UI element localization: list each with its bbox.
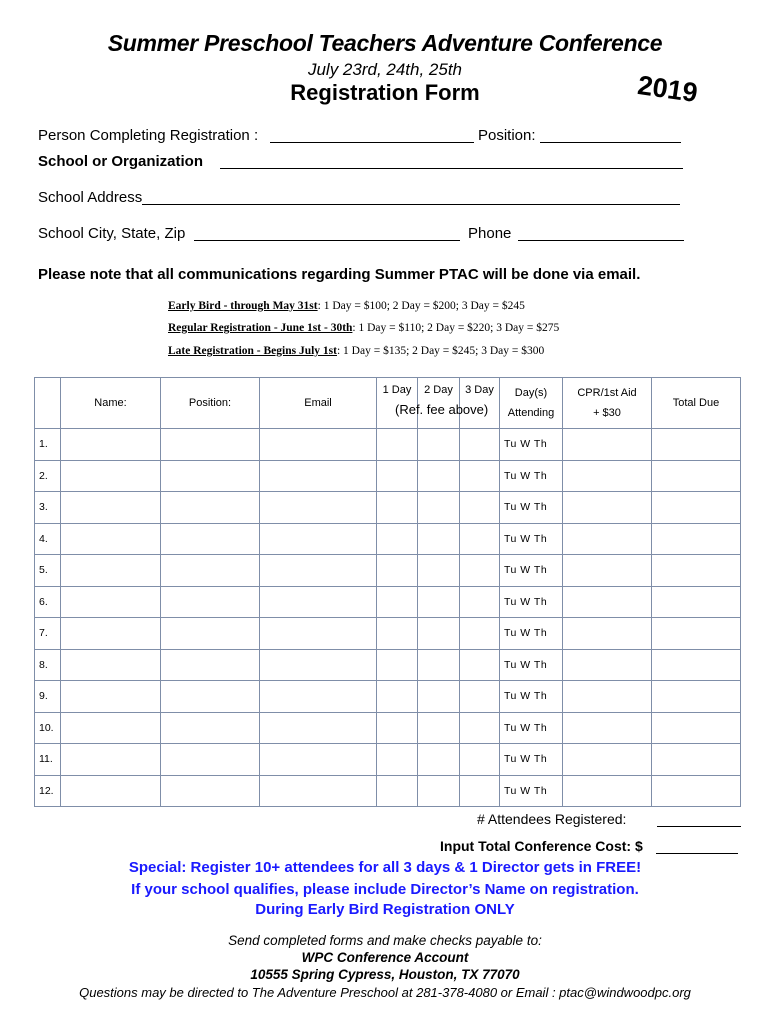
email-cell[interactable]	[260, 618, 377, 650]
day1-cell[interactable]	[377, 555, 418, 587]
total-due-cell[interactable]	[652, 523, 741, 555]
days-attending-cell[interactable]: Tu W Th	[500, 523, 563, 555]
day3-cell[interactable]	[460, 775, 500, 807]
name-cell[interactable]	[61, 555, 161, 587]
name-cell[interactable]	[61, 523, 161, 555]
table-row	[35, 523, 741, 555]
school-field[interactable]	[220, 168, 683, 169]
position-label: Position:	[478, 127, 536, 144]
total-due-cell[interactable]	[652, 460, 741, 492]
day2-cell[interactable]	[418, 523, 460, 555]
email-cell[interactable]	[260, 460, 377, 492]
fee-late: Late Registration - Begins July 1st: 1 Day = $135; 2 Day = $245; 3 Day = $300	[168, 345, 545, 357]
cpr-cell[interactable]	[563, 492, 652, 524]
header-days-top: Day(s)	[514, 387, 548, 399]
row-number: 12.	[35, 775, 61, 807]
table-row	[35, 492, 741, 524]
name-cell[interactable]	[61, 649, 161, 681]
day1-cell[interactable]	[377, 618, 418, 650]
total-due-cell[interactable]	[652, 492, 741, 524]
day2-cell[interactable]	[418, 744, 460, 776]
total-due-cell[interactable]	[652, 429, 741, 461]
cpr-cell[interactable]	[563, 681, 652, 713]
registration-table	[34, 377, 741, 807]
special-line-3: During Early Bird Registration ONLY	[255, 901, 515, 918]
day3-cell[interactable]	[460, 492, 500, 524]
special-line-1: Special: Register 10+ attendees for all 3 days & 1 Director gets in FREE!	[128, 859, 642, 876]
address-field[interactable]	[142, 204, 680, 205]
person-label: Person Completing Registration :	[38, 127, 259, 144]
ref-fee-note: (Ref. fee above)	[395, 402, 489, 417]
days-attending-cell[interactable]: Tu W Th	[500, 555, 563, 587]
position-cell[interactable]	[161, 492, 260, 524]
table-row	[35, 712, 741, 744]
header-name: Name:	[61, 378, 161, 429]
special-line-2: If your school qualifies, please include Director’s Name on registration.	[131, 881, 639, 898]
cpr-cell[interactable]	[563, 649, 652, 681]
city-field[interactable]	[194, 240, 460, 241]
day3-cell[interactable]	[460, 744, 500, 776]
row-number: 2.	[35, 460, 61, 492]
position-cell[interactable]	[161, 586, 260, 618]
email-cell[interactable]	[260, 681, 377, 713]
account-name: WPC Conference Account	[301, 950, 469, 965]
contact-info: Questions may be directed to The Adventure Preschool at 281-378-4080 or Email : ptac@windwoodpc.org	[79, 985, 691, 1000]
day3-cell[interactable]	[460, 681, 500, 713]
day3-cell[interactable]	[460, 712, 500, 744]
header-3day: 3 Day	[460, 378, 500, 429]
header-cpr-top: CPR/1st Aid	[577, 387, 637, 399]
day1-cell[interactable]	[377, 649, 418, 681]
attendees-field[interactable]	[657, 826, 741, 827]
day1-cell[interactable]	[377, 712, 418, 744]
position-cell[interactable]	[161, 523, 260, 555]
position-cell[interactable]	[161, 618, 260, 650]
conference-dates: July 23rd, 24th, 25th	[307, 60, 463, 79]
position-cell[interactable]	[161, 555, 260, 587]
total-due-cell[interactable]	[652, 586, 741, 618]
position-cell[interactable]	[161, 712, 260, 744]
header-position: Position:	[161, 378, 260, 429]
header-2day: 2 Day	[418, 378, 460, 429]
row-number: 8.	[35, 649, 61, 681]
table-row	[35, 555, 741, 587]
days-attending-cell[interactable]: Tu W Th	[500, 460, 563, 492]
address-label: School Address	[38, 189, 143, 206]
days-attending-cell[interactable]: Tu W Th	[500, 681, 563, 713]
cpr-cell[interactable]	[563, 775, 652, 807]
table-header-row	[35, 378, 741, 429]
day3-cell[interactable]	[460, 555, 500, 587]
cpr-cell[interactable]	[563, 523, 652, 555]
total-due-cell[interactable]	[652, 649, 741, 681]
row-number: 3.	[35, 492, 61, 524]
row-number: 11.	[35, 744, 61, 776]
conference-year: 2019	[635, 70, 700, 109]
days-attending-cell[interactable]: Tu W Th	[500, 775, 563, 807]
conference-title: Summer Preschool Teachers Adventure Conference	[107, 30, 663, 56]
header-cpr	[563, 378, 652, 429]
day1-cell[interactable]	[377, 492, 418, 524]
days-attending-cell[interactable]: Tu W Th	[500, 649, 563, 681]
phone-field[interactable]	[518, 240, 684, 241]
cpr-cell[interactable]	[563, 586, 652, 618]
school-label: School or Organization	[38, 153, 204, 170]
day3-cell[interactable]	[460, 523, 500, 555]
total-due-cell[interactable]	[652, 744, 741, 776]
days-attending-cell[interactable]: Tu W Th	[500, 618, 563, 650]
total-due-cell[interactable]	[652, 775, 741, 807]
name-cell[interactable]	[61, 618, 161, 650]
table-body	[35, 429, 741, 807]
name-cell[interactable]	[61, 712, 161, 744]
day3-cell[interactable]	[460, 586, 500, 618]
day3-cell[interactable]	[460, 460, 500, 492]
name-cell[interactable]	[61, 429, 161, 461]
row-number: 6.	[35, 586, 61, 618]
form-title: Registration Form	[290, 80, 480, 105]
days-attending-cell[interactable]: Tu W Th	[500, 744, 563, 776]
days-attending-cell[interactable]: Tu W Th	[500, 712, 563, 744]
table-row	[35, 586, 741, 618]
table-row	[35, 460, 741, 492]
row-number: 1.	[35, 429, 61, 461]
send-instructions: Send completed forms and make checks payable to:	[228, 933, 542, 948]
cpr-cell[interactable]	[563, 618, 652, 650]
day2-cell[interactable]	[418, 586, 460, 618]
total-cost-field[interactable]	[656, 853, 738, 854]
email-cell[interactable]	[260, 744, 377, 776]
day2-cell[interactable]	[418, 429, 460, 461]
table-row	[35, 618, 741, 650]
total-due-cell[interactable]	[652, 555, 741, 587]
cpr-cell[interactable]	[563, 460, 652, 492]
table-row	[35, 681, 741, 713]
row-number: 10.	[35, 712, 61, 744]
day1-cell[interactable]	[377, 744, 418, 776]
table-row	[35, 649, 741, 681]
cpr-cell[interactable]	[563, 429, 652, 461]
position-cell[interactable]	[161, 429, 260, 461]
phone-label: Phone	[468, 225, 512, 242]
position-cell[interactable]	[161, 681, 260, 713]
header-total-due: Total Due	[652, 378, 741, 429]
day2-cell[interactable]	[418, 460, 460, 492]
header-email: Email	[260, 378, 377, 429]
day3-cell[interactable]	[460, 429, 500, 461]
total-due-cell[interactable]	[652, 618, 741, 650]
day3-cell[interactable]	[460, 649, 500, 681]
name-cell[interactable]	[61, 775, 161, 807]
day2-cell[interactable]	[418, 775, 460, 807]
day2-cell[interactable]	[418, 649, 460, 681]
email-cell[interactable]	[260, 712, 377, 744]
row-number: 9.	[35, 681, 61, 713]
position-cell[interactable]	[161, 744, 260, 776]
total-due-cell[interactable]	[652, 681, 741, 713]
days-attending-cell[interactable]: Tu W Th	[500, 429, 563, 461]
day2-cell[interactable]	[418, 618, 460, 650]
email-cell[interactable]	[260, 586, 377, 618]
email-cell[interactable]	[260, 429, 377, 461]
header-days-bottom: Attending	[507, 407, 555, 419]
email-cell[interactable]	[260, 555, 377, 587]
table-row	[35, 429, 741, 461]
header-num	[35, 378, 61, 429]
email-cell[interactable]	[260, 492, 377, 524]
name-cell[interactable]	[61, 492, 161, 524]
position-field[interactable]	[540, 142, 681, 143]
email-cell[interactable]	[260, 649, 377, 681]
email-notice: Please note that all communications regarding Summer PTAC will be done via email.	[38, 266, 641, 283]
day1-cell[interactable]	[377, 681, 418, 713]
attendees-label: # Attendees Registered:	[477, 811, 627, 827]
name-cell[interactable]	[61, 681, 161, 713]
table-row	[35, 775, 741, 807]
person-field[interactable]	[270, 142, 474, 143]
day1-cell[interactable]	[377, 586, 418, 618]
header-cpr-bottom: + $30	[593, 407, 621, 419]
position-cell[interactable]	[161, 460, 260, 492]
day1-cell[interactable]	[377, 523, 418, 555]
city-label: School City, State, Zip	[38, 225, 186, 242]
cpr-cell[interactable]	[563, 555, 652, 587]
days-attending-cell[interactable]: Tu W Th	[500, 492, 563, 524]
day3-cell[interactable]	[460, 618, 500, 650]
row-number: 7.	[35, 618, 61, 650]
header-days-attending	[500, 378, 563, 429]
fee-regular: Regular Registration - June 1st - 30th: 1 Day = $110; 2 Day = $220; 3 Day = $275	[168, 322, 560, 334]
day1-cell[interactable]	[377, 460, 418, 492]
day2-cell[interactable]	[418, 555, 460, 587]
day2-cell[interactable]	[418, 712, 460, 744]
mailing-address: 10555 Spring Cypress, Houston, TX 77070	[250, 967, 520, 982]
position-cell[interactable]	[161, 775, 260, 807]
cpr-cell[interactable]	[563, 744, 652, 776]
cpr-cell[interactable]	[563, 712, 652, 744]
name-cell[interactable]	[61, 586, 161, 618]
email-cell[interactable]	[260, 523, 377, 555]
fee-early-bird: Early Bird - through May 31st: 1 Day = $100; 2 Day = $200; 3 Day = $245	[168, 300, 525, 312]
total-due-cell[interactable]	[652, 712, 741, 744]
name-cell[interactable]	[61, 460, 161, 492]
row-number: 5.	[35, 555, 61, 587]
day1-cell[interactable]	[377, 775, 418, 807]
header-1day: 1 Day	[377, 378, 418, 429]
position-cell[interactable]	[161, 649, 260, 681]
total-cost-label: Input Total Conference Cost: $	[440, 838, 643, 854]
days-attending-cell[interactable]: Tu W Th	[500, 586, 563, 618]
table-row	[35, 744, 741, 776]
row-number: 4.	[35, 523, 61, 555]
email-cell[interactable]	[260, 775, 377, 807]
day2-cell[interactable]	[418, 681, 460, 713]
day2-cell[interactable]	[418, 492, 460, 524]
day1-cell[interactable]	[377, 429, 418, 461]
name-cell[interactable]	[61, 744, 161, 776]
